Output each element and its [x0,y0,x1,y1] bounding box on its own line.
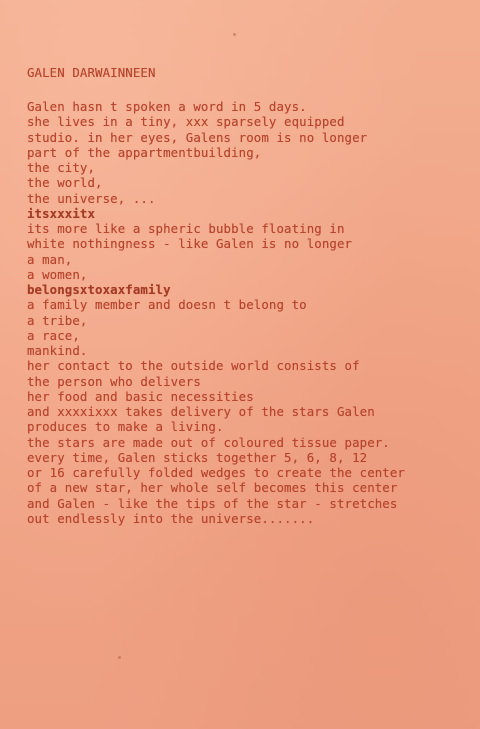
text-line: a man, [27,251,73,267]
text-line: part of the appartmentbuilding, [27,144,262,160]
text-line: and xxxxixxx takes delivery of the stars Galen [27,404,375,419]
text-line: the city, [27,160,96,175]
text-line: she lives in a tiny, xxx sparsely equipped [27,114,345,130]
text-line: its more like a spheric bubble floating in [27,221,345,236]
text-line: of a new star, her whole self becomes this center [27,480,398,496]
ink-speck [118,656,121,659]
text-line: a tribe, [27,312,88,328]
document-title: GALEN DARWAINNEEN [27,65,156,80]
text-line: Galen hasn t spoken a word in 5 days. [27,99,307,114]
text-line: a family member and doesn t belong to [27,297,307,313]
text-lines [27,99,472,526]
text-line: studio. in her eyes, Galens room is no longer [27,129,368,145]
struck-out-line: belongsxtoxaxfamily [27,282,171,297]
text-line: produces to make a living. [27,419,224,435]
text-line: a race, [27,327,80,343]
text-line: the world, [27,175,103,191]
text-line: every time, Galen sticks together 5, 6, 8, 12 [27,449,368,465]
text-line: the person who delivers [27,373,201,389]
text-line: white nothingness - like Galen is no longer [27,236,353,252]
text-line: a women, [27,266,88,282]
text-line: the stars are made out of coloured tissue paper. [27,434,390,450]
ink-speck [233,33,236,36]
text-line: and Galen - like the tips of the star - stretches [27,495,398,511]
text-line: out endlessly into the universe....... [27,510,315,526]
text-line: the universe, ... [27,190,156,206]
text-line: her food and basic necessities [27,388,254,404]
typed-text-block [27,66,472,526]
text-line: or 16 carefully folded wedges to create the center [27,465,405,480]
text-line: her contact to the outside world consists of [27,358,360,374]
text-line: mankind. [27,343,88,358]
struck-out-line: itsxxxitx [27,205,96,221]
